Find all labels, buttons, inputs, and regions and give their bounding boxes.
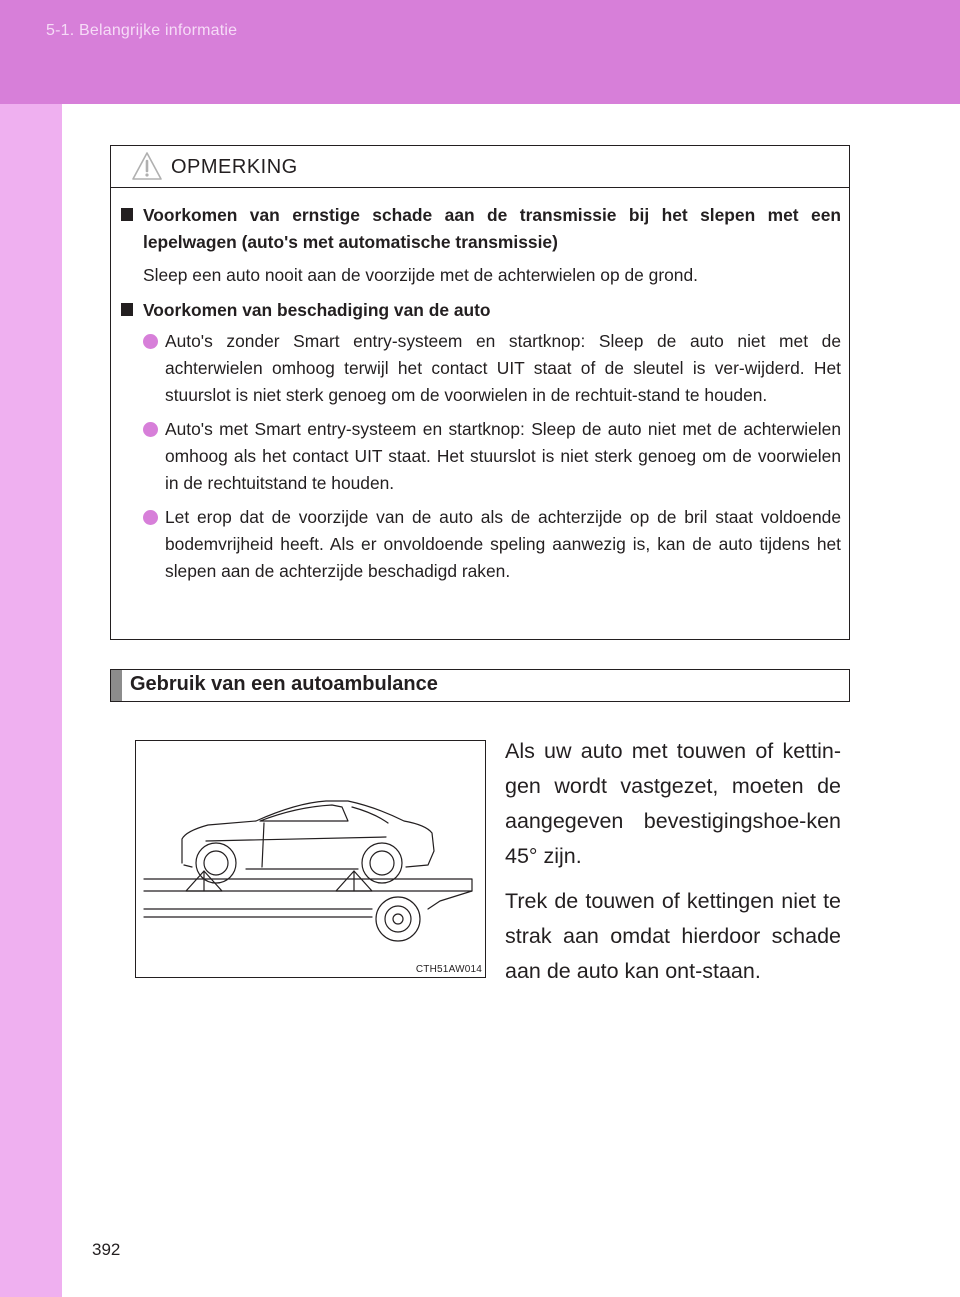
- car-front-wheel-inner: [204, 851, 228, 875]
- car-rear-wheel-outer: [362, 843, 402, 883]
- bullet-text: Auto's met Smart entry-systeem en startknop: Sleep de auto niet met de achterwielen omhoog als het contact UIT staat. Het stuurslot is niet sterk genoeg om de voorwielen in de rechtuitstand te houden.: [165, 419, 841, 493]
- instruction-paragraph: Als uw auto met touwen of kettin-gen wordt vastgezet, moeten de aangegeven bevestigingshoe-ken 45° zijn.: [505, 739, 841, 868]
- car-rear-window-line: [352, 807, 388, 823]
- instruction-paragraph: Trek de touwen of kettingen niet te strak aan omdat hierdoor schade aan de auto kan ont-staan.: [505, 889, 841, 983]
- notice-body: [111, 188, 849, 585]
- round-bullet-icon: [143, 510, 158, 525]
- car-rear-wheel-inner: [370, 851, 394, 875]
- notice-header: [111, 146, 849, 188]
- section-title: Gebruik van een autoambulance: [130, 673, 438, 695]
- instruction-text: [505, 734, 841, 989]
- bullet-text: Auto's zonder Smart entry-systeem en startknop: Sleep de auto niet met de achterwielen omhoog terwijl het contact UIT staat of de sleutel is ver-wijderd. Het stuurslot is niet sterk genoeg om de voorwielen in de rechtuit-stand te houden.: [165, 331, 841, 405]
- bullet-item: [143, 504, 841, 585]
- notice-box: [110, 145, 850, 640]
- notice-item: [121, 202, 841, 289]
- side-stripe: [0, 104, 62, 1297]
- notice-item: [121, 297, 841, 585]
- round-bullet-icon: [143, 422, 158, 437]
- notice-item-text: Sleep een auto nooit aan de voorzijde met de achterwielen op de grond.: [143, 265, 698, 285]
- trailer-deck: [144, 879, 472, 891]
- figure-code: CTH51AW014: [415, 964, 482, 975]
- section-bar-marker: [111, 670, 122, 701]
- section-label: 5-1. Belangrijke informatie: [46, 22, 238, 39]
- car-on-trailer-drawing: [136, 741, 485, 977]
- warning-triangle-icon: [131, 151, 163, 181]
- car-side-line: [206, 837, 386, 841]
- car-body-outline: [182, 801, 434, 869]
- car-front-wheel-outer: [196, 843, 236, 883]
- trailer-frame: [144, 891, 472, 917]
- trailer-wheel-outer: [376, 897, 420, 941]
- trailer-wheel-hub: [393, 914, 403, 924]
- round-bullet-icon: [143, 334, 158, 349]
- bullet-item: [143, 328, 841, 409]
- car-door-line: [262, 823, 264, 867]
- notice-item-title: Voorkomen van beschadiging van de auto: [143, 300, 491, 320]
- page-number: 392: [92, 1240, 121, 1259]
- bullet-list: [143, 328, 841, 585]
- car-transporter-illustration: [135, 740, 486, 978]
- notice-title: OPMERKING: [171, 156, 298, 178]
- trailer-wheel-mid: [385, 906, 411, 932]
- section-heading-bar: [110, 669, 850, 702]
- bullet-item: [143, 416, 841, 497]
- notice-item-title: Voorkomen van ernstige schade aan de transmissie bij het slepen met een lepelwagen (auto's met automatische transmissie): [143, 205, 841, 252]
- square-bullet-icon: [121, 208, 133, 221]
- header-band: [0, 0, 960, 104]
- car-window-line: [260, 805, 348, 821]
- bullet-text: Let erop dat de voorzijde van de auto als de achterzijde op de bril staat voldoende bodemvrijheid heeft. Als er onvoldoende speling aanwezig is, kan de auto tijdens het slepen aan de achterzijde beschadigd raken.: [165, 507, 841, 581]
- square-bullet-icon: [121, 303, 133, 316]
